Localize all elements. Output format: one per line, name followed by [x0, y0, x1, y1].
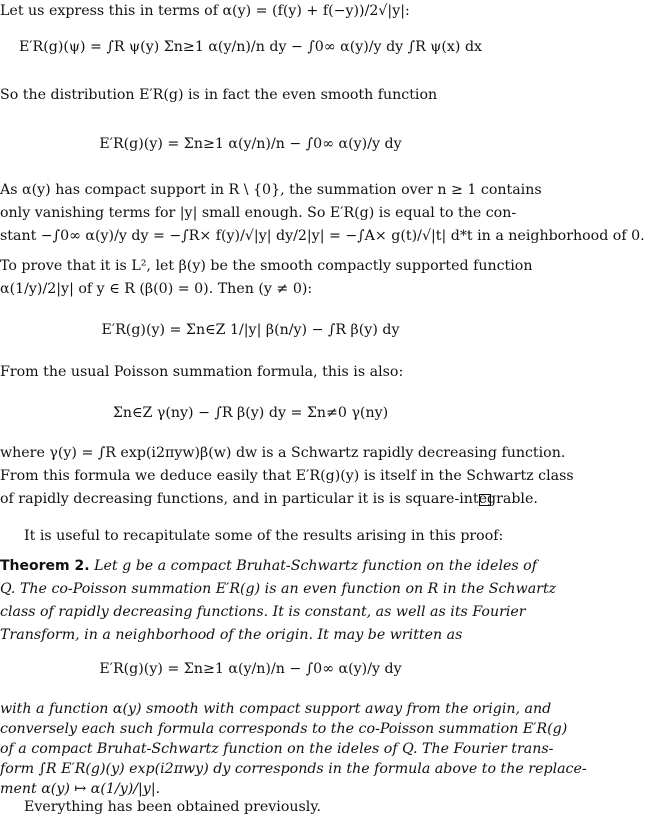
theorem-text: Let g be a compact Bruhat-Schwartz function on the ideles of — [94, 558, 537, 574]
text-line: stant −∫0∞ α(y)/y dy = −∫R× f(y)/√|y| dy/2|y| = −∫A× g(t)/√|t| d*t in a neighborhood of 0. — [0, 228, 645, 244]
text-line: only vanishing terms for |y| small enough. So E′R(g) is equal to the con- — [0, 205, 517, 221]
text-line — [0, 489, 538, 509]
text-segment: of rapidly decreasing functions, and in particular it is is square-integrable. — [0, 491, 538, 507]
text-line: Everything has been obtained previously. — [24, 799, 321, 815]
text-line: From this formula we deduce easily that E′R(g)(y) is itself in the Schwartz class — [0, 468, 574, 484]
theorem-line: with a function α(y) smooth with compact support away from the origin, and — [0, 701, 552, 717]
equation-5: E′R(g)(y) = Σn≥1 α(y/n)/n − ∫0∞ α(y)/y dy — [99, 661, 402, 677]
text-line: It is useful to recapitulate some of the results arising in this proof: — [24, 528, 504, 544]
theorem-line: class of rapidly decreasing functions. It is constant, as well as its Fourier — [0, 604, 526, 620]
text-line: Let us express this in terms of α(y) = (f(y) + f(−y))/2√|y|: — [0, 3, 410, 19]
theorem-line: Q. The co-Poisson summation E′R(g) is an even function on R in the Schwartz — [0, 581, 557, 597]
theorem-label: Theorem 2. — [0, 558, 90, 574]
text-line: As α(y) has compact support in R \ {0}, the summation over n ≥ 1 contains — [0, 182, 542, 198]
text-line: To prove that it is L², let β(y) be the smooth compactly supported function — [0, 258, 533, 274]
theorem-line: ment α(y) ↦ α(1/y)/|y|. — [0, 781, 161, 797]
text-line: where γ(y) = ∫R exp(i2πyw)β(w) dw is a Schwartz rapidly decreasing function. — [0, 445, 566, 461]
equation-3: E′R(g)(y) = Σn∈Z 1/|y| β(n/y) − ∫R β(y) dy — [101, 322, 400, 338]
theorem-line: form ∫R E′R(g)(y) exp(i2πwy) dy corresponds in the formula above to the replace- — [0, 761, 587, 777]
theorem-line: of a compact Bruhat-Schwartz function on the ideles of Q. The Fourier trans- — [0, 741, 554, 757]
equation-2: E′R(g)(y) = Σn≥1 α(y/n)/n − ∫0∞ α(y)/y dy — [99, 136, 402, 152]
text-line: From the usual Poisson summation formula, this is also: — [0, 364, 404, 380]
qed-icon — [479, 494, 491, 506]
theorem-line — [0, 556, 537, 576]
theorem-line: Transform, in a neighborhood of the origin. It may be written as — [0, 627, 463, 643]
equation-4: Σn∈Z γ(ny) − ∫R β(y) dy = Σn≠0 γ(ny) — [112, 405, 389, 421]
theorem-line: conversely each such formula corresponds to the co-Poisson summation E′R(g) — [0, 721, 568, 737]
text-line: α(1/y)/2|y| of y ∈ R (β(0) = 0). Then (y ≠ 0): — [0, 281, 313, 297]
equation-1: E′R(g)(ψ) = ∫R ψ(y) Σn≥1 α(y/n)/n dy − ∫0∞ α(y)/y dy ∫R ψ(x) dx — [18, 39, 483, 55]
text-line: So the distribution E′R(g) is in fact the even smooth function — [0, 87, 438, 103]
